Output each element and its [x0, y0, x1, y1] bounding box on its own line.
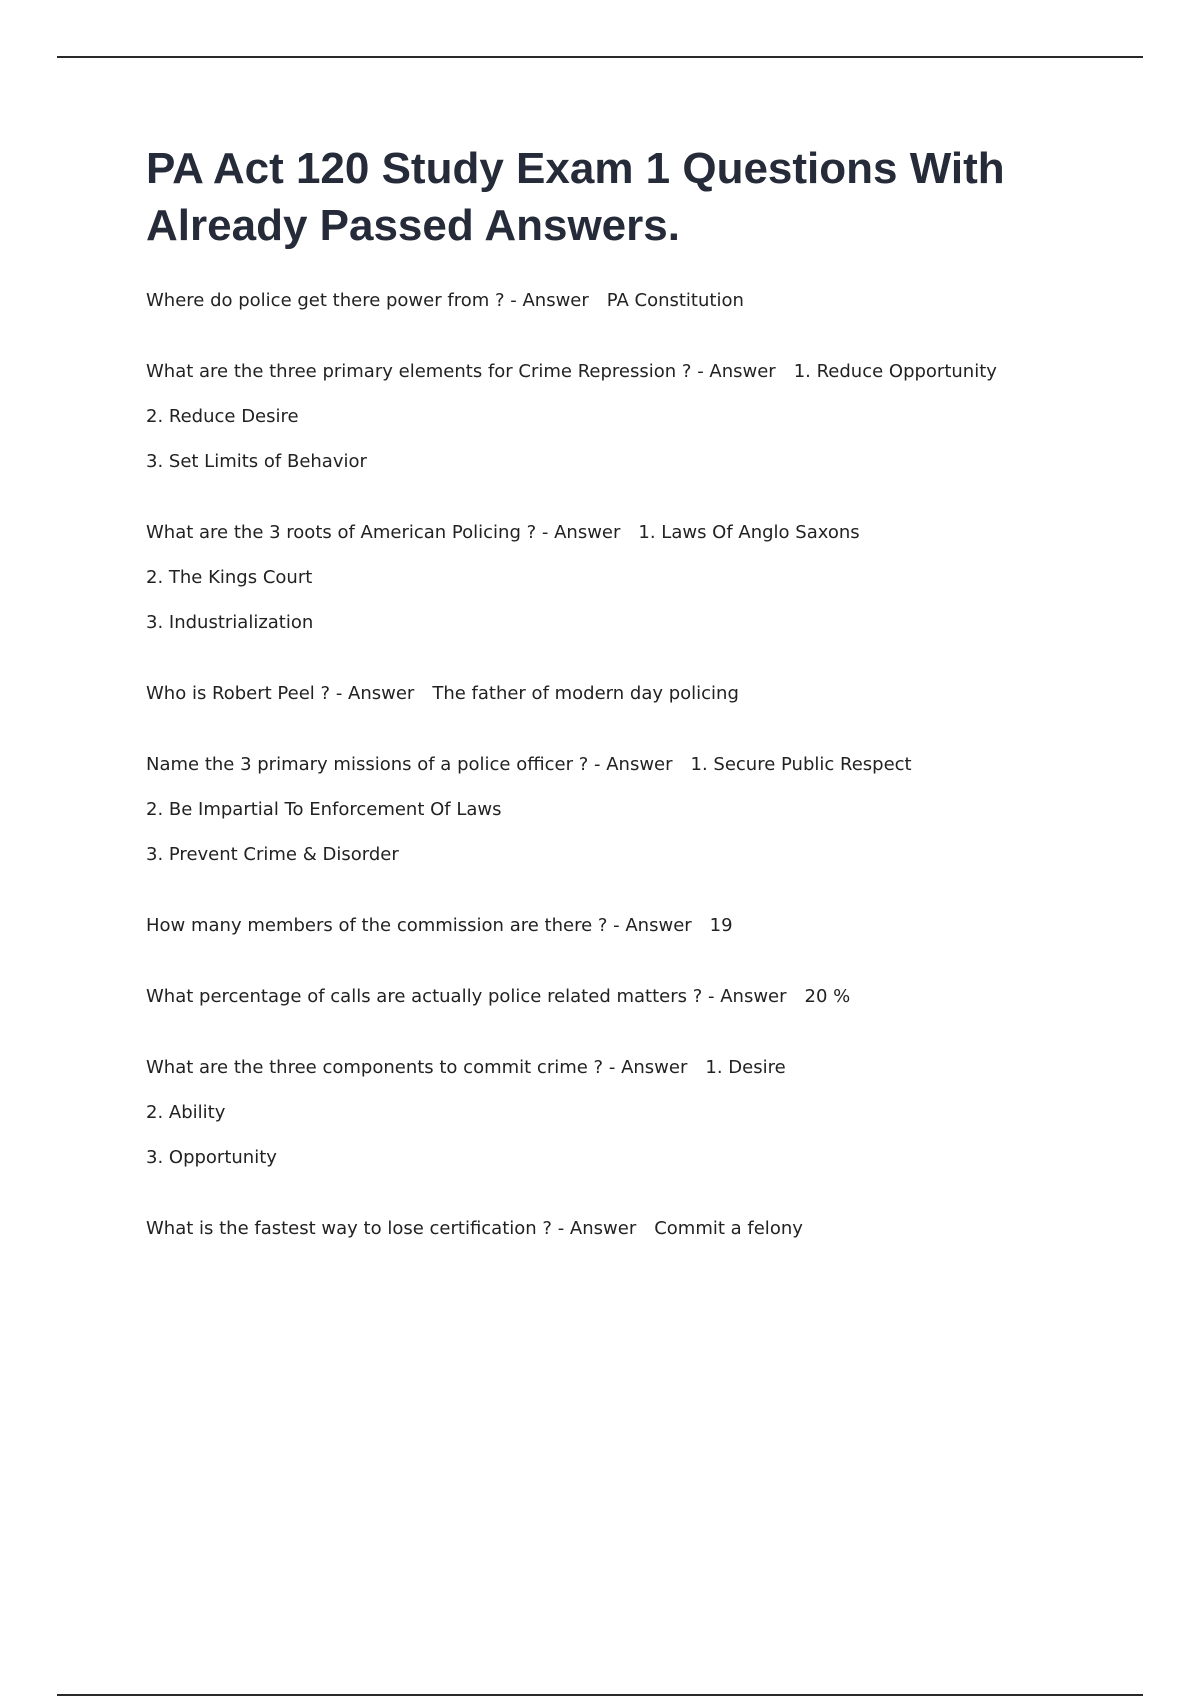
qa-item — [146, 1055, 1096, 1171]
qa-item — [146, 288, 1096, 314]
qa-item — [146, 752, 1096, 868]
bottom-rule — [57, 1694, 1143, 1696]
answer-marker: - Answer — [594, 754, 673, 775]
question-line — [146, 288, 1096, 314]
question-text: How many members of the commission are there ? — [146, 915, 608, 936]
answer-text: 1. Secure Public Respect — [690, 754, 912, 775]
qa-item — [146, 1216, 1096, 1242]
answer-marker: - Answer — [557, 1218, 637, 1239]
question-text: Who is Robert Peel ? — [146, 683, 331, 704]
question-line — [146, 1055, 1096, 1081]
answer-line: 3. Opportunity — [146, 1147, 277, 1168]
question-text: What are the 3 roots of American Policing ? — [146, 522, 537, 543]
answer-text: 1. Reduce Opportunity — [793, 361, 997, 382]
answer-text: 20 % — [804, 986, 851, 1007]
question-text: What percentage of calls are actually police related matters ? — [146, 986, 703, 1007]
question-line — [146, 520, 1096, 546]
answer-marker: - Answer — [613, 915, 692, 936]
question-text: Where do police get there power from ? — [146, 290, 505, 311]
question-line — [146, 984, 1096, 1010]
question-line — [146, 359, 1096, 385]
answer-line: 3. Set Limits of Behavior — [146, 451, 367, 472]
question-line — [146, 1216, 1096, 1242]
qa-item — [146, 681, 1096, 707]
qa-item — [146, 359, 1096, 475]
answer-marker: - Answer — [708, 986, 787, 1007]
answer-line: 3. Prevent Crime & Disorder — [146, 844, 399, 865]
answer-marker: - Answer — [608, 1057, 688, 1078]
question-line — [146, 681, 1096, 707]
answer-line: 2. Ability — [146, 1102, 226, 1123]
answer-marker: - Answer — [541, 522, 621, 543]
qa-item — [146, 520, 1096, 636]
answer-text: 1. Laws Of Anglo Saxons — [638, 522, 860, 543]
qa-list — [146, 288, 1096, 1242]
answer-line: 2. The Kings Court — [146, 567, 313, 588]
answer-marker: - Answer — [335, 683, 415, 704]
qa-item — [146, 984, 1096, 1010]
top-rule — [57, 56, 1143, 58]
question-text: What are the three components to commit crime ? — [146, 1057, 604, 1078]
answer-line: 3. Industrialization — [146, 612, 314, 633]
answer-text: 1. Desire — [705, 1057, 786, 1078]
question-line — [146, 913, 1096, 939]
answer-text: The father of modern day policing — [432, 683, 739, 704]
document-body — [146, 140, 1096, 1287]
answer-text: PA Constitution — [606, 290, 744, 311]
question-text: What is the fastest way to lose certification ? — [146, 1218, 552, 1239]
answer-text: 19 — [709, 915, 733, 936]
question-text: Name the 3 primary missions of a police officer ? — [146, 754, 589, 775]
answer-marker: - Answer — [510, 290, 589, 311]
question-text: What are the three primary elements for Crime Repression ? — [146, 361, 692, 382]
answer-line: 2. Reduce Desire — [146, 406, 299, 427]
question-line — [146, 752, 1096, 778]
answer-text: Commit a felony — [654, 1218, 803, 1239]
answer-marker: - Answer — [697, 361, 776, 382]
answer-line: 2. Be Impartial To Enforcement Of Laws — [146, 799, 502, 820]
qa-item — [146, 913, 1096, 939]
document-title: PA Act 120 Study Exam 1 Questions With Already Passed Answers. — [146, 144, 1005, 250]
